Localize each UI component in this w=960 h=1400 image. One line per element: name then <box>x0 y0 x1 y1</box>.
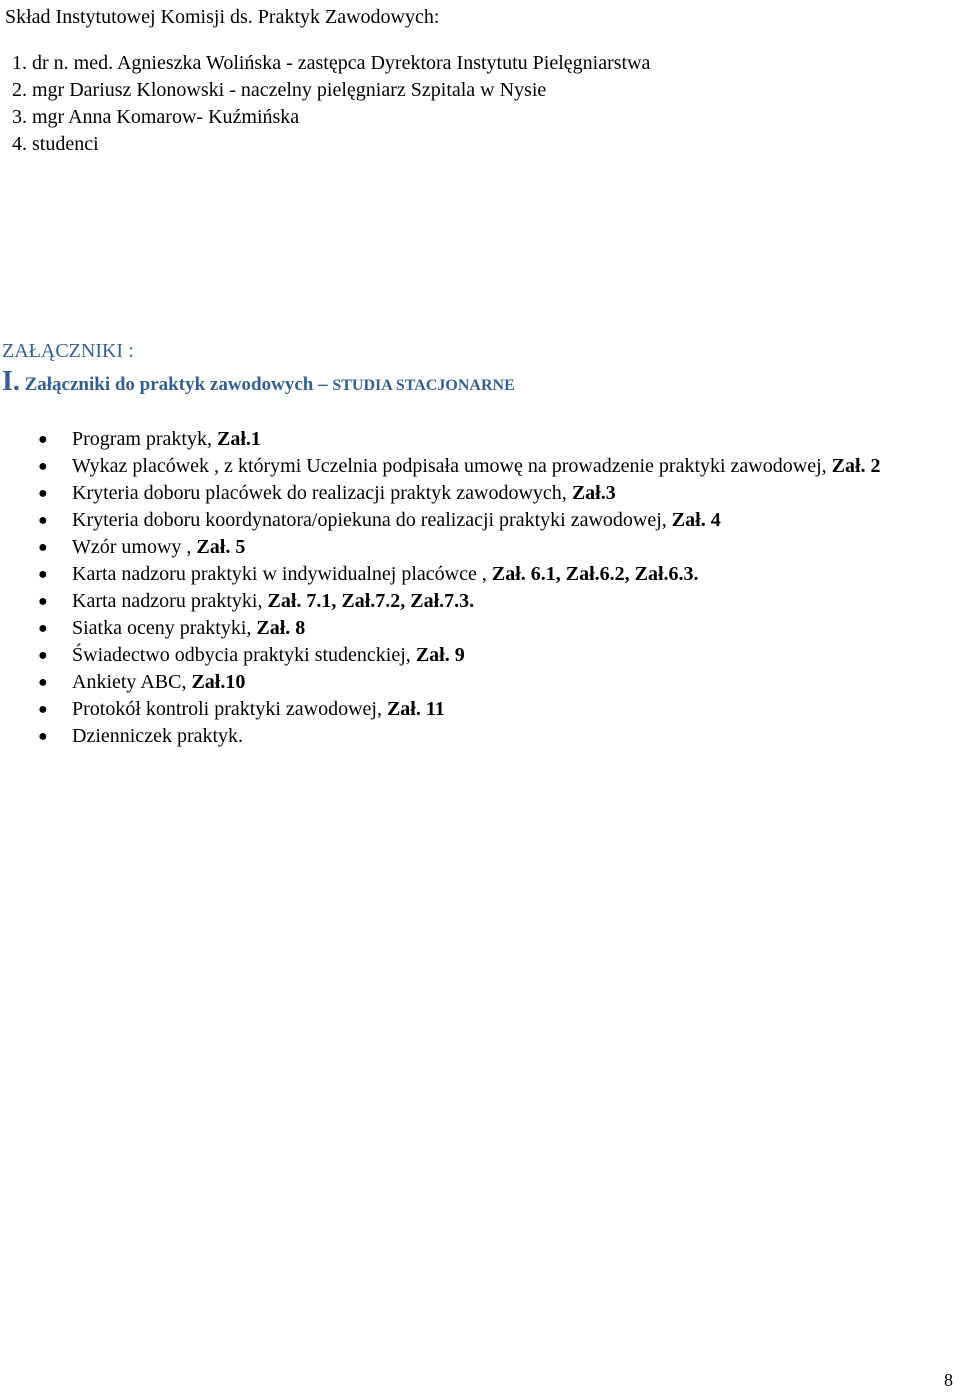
attachment-text: Program praktyk, <box>72 428 217 450</box>
attachment-text: Karta nadzoru praktyki, <box>72 590 268 612</box>
attachment-text: Kryteria doboru placówek do realizacji praktyk zawodowych, <box>72 482 572 504</box>
attachment-ref: Zał.10 <box>191 671 246 693</box>
attachment-ref: Zał. 2 <box>831 455 881 477</box>
attachment-text: Ankiety ABC, <box>72 671 192 693</box>
section-roman-numeral: I. <box>2 366 20 397</box>
attachment-text: Karta nadzoru praktyki w indywidualnej placówce , <box>72 563 492 585</box>
attachment-ref: Zał. 8 <box>256 617 306 639</box>
page-number: 8 <box>944 1370 953 1390</box>
list-item <box>0 561 900 588</box>
attachment-ref: Zał. 9 <box>415 644 465 666</box>
attachment-ref: Zał.1 <box>216 428 261 450</box>
bullet-icon: ● <box>38 647 48 664</box>
bullet-icon: ● <box>38 485 48 502</box>
attachment-text: Świadectwo odbycia praktyki studenckiej, <box>72 644 416 666</box>
list-item <box>0 723 900 750</box>
attachment-ref: Zał. 11 <box>386 698 445 720</box>
attachments-list <box>0 426 900 750</box>
bullet-icon: ● <box>38 620 48 637</box>
section-title-text: Załączniki do praktyk zawodowych – <box>24 374 333 395</box>
attachment-ref: Zał. 7.1, Zał.7.2, Zał.7.3. <box>267 590 475 612</box>
committee-heading: Skład Instytutowej Komisji ds. Praktyk Zawodowych: <box>5 6 440 28</box>
attachment-text: Protokół kontroli praktyki zawodowej, <box>72 698 387 720</box>
attachment-ref: Zał.3 <box>571 482 616 504</box>
bullet-icon: ● <box>38 701 48 718</box>
list-item <box>0 507 900 534</box>
attachment-text: Wykaz placówek , z którymi Uczelnia podpisała umowę na prowadzenie praktyki zawodowej, <box>72 455 832 477</box>
bullet-icon: ● <box>38 539 48 556</box>
list-item <box>0 669 900 696</box>
section-subtitle: STUDIA STACJONARNE <box>332 377 515 394</box>
bullet-icon: ● <box>38 431 48 448</box>
list-item: 2. mgr Dariusz Klonowski - naczelny pielęgniarz Szpitala w Nysie <box>12 79 547 101</box>
section-title <box>2 364 515 404</box>
bullet-icon: ● <box>38 674 48 691</box>
attachment-ref: Zał. 4 <box>671 509 721 531</box>
attachment-ref: Zał. 5 <box>196 536 246 558</box>
list-item <box>0 588 900 615</box>
bullet-icon: ● <box>38 728 48 745</box>
list-item <box>0 696 900 723</box>
list-item <box>0 480 900 507</box>
attachments-title: ZAŁĄCZNIKI : <box>2 340 134 362</box>
attachment-ref: Zał. 6.1, Zał.6.2, Zał.6.3. <box>491 563 699 585</box>
bullet-icon: ● <box>38 593 48 610</box>
attachment-text: Siatka oceny praktyki, <box>72 617 257 639</box>
attachment-text: Dzienniczek praktyk. <box>72 725 244 747</box>
committee-list <box>12 50 650 158</box>
bullet-icon: ● <box>38 458 48 475</box>
list-item: 4. studenci <box>12 133 99 155</box>
list-item: 3. mgr Anna Komarow- Kuźmińska <box>12 106 300 128</box>
list-item <box>0 534 900 561</box>
list-item: 1. dr n. med. Agnieszka Wolińska - zastępca Dyrektora Instytutu Pielęgniarstwa <box>12 52 651 74</box>
list-item <box>0 642 900 669</box>
list-item <box>0 426 900 453</box>
bullet-icon: ● <box>38 566 48 583</box>
attachment-text: Wzór umowy , <box>72 536 197 558</box>
bullet-icon: ● <box>38 512 48 529</box>
list-item <box>0 615 900 642</box>
attachment-text: Kryteria doboru koordynatora/opiekuna do realizacji praktyki zawodowej, <box>72 509 672 531</box>
list-item <box>0 453 900 480</box>
